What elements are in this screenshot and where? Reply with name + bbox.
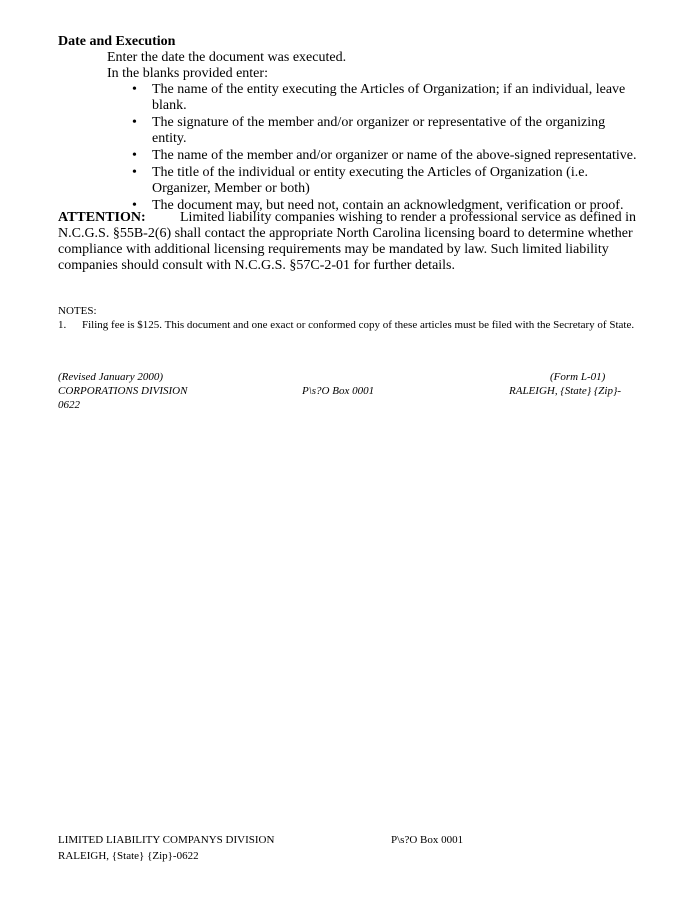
revised-date: (Revised January 2000) — [58, 371, 164, 383]
attention-text: Limited liability companies wishing to render a professional service as defined in N.C.G.S. §55B-2(6) shall contact the appropriate North Carolina licensing board to determine whether compliance with additional licensing requirements may be mandated by law. Such limited liability companies should consult with N.C.G.S. §57C-2-01 for further details. — [58, 210, 637, 273]
form-division: CORPORATIONS DIVISION — [58, 385, 188, 397]
list-item: • The document may, but need not, contain an acknowledgment, verification or proof. — [132, 198, 624, 213]
attention-paragraph — [58, 210, 638, 274]
bullet-icon: • — [132, 198, 137, 213]
form-city: RALEIGH, {State} {Zip}- — [509, 385, 622, 397]
footer-po-box: P\s?O Box 0001 — [391, 834, 464, 846]
attention-label: ATTENTION: — [58, 210, 146, 225]
notes-label: NOTES: — [58, 305, 97, 317]
note-number: 1. — [58, 319, 67, 331]
note-item — [58, 318, 638, 332]
form-po-box: P\s?O Box 0001 — [302, 385, 375, 397]
section-heading: Date and Execution — [58, 34, 176, 49]
list-item: • The name of the entity executing the Articles of Organization; if an individual, leave blank. — [132, 82, 626, 113]
footer-city: RALEIGH, {State} {Zip}-0622 — [58, 850, 199, 862]
list-item: • The name of the member and/or organizer or name of the above-signed representative. — [132, 148, 637, 163]
intro-line-blanks: In the blanks provided enter: — [107, 66, 268, 81]
intro-line-date: Enter the date the document was executed. — [107, 50, 347, 65]
form-number: (Form L-01) — [550, 371, 606, 383]
bullet-icon: • — [132, 82, 137, 97]
footer-division: LIMITED LIABILITY COMPANYS DIVISION — [58, 834, 275, 846]
form-zip-tail: 0622 — [58, 399, 80, 411]
note-text: Filing fee is $125. This document and one exact or conformed copy of these articles must be filed with the Secretary of State. — [82, 319, 635, 331]
bullet-icon: • — [132, 148, 137, 163]
list-item: • The title of the individual or entity executing the Articles of Organization (i.e. Organizer, Member or both) — [132, 165, 588, 196]
instruction-list — [128, 82, 638, 215]
bullet-icon: • — [132, 115, 137, 130]
bullet-icon: • — [132, 165, 137, 180]
list-item: • The signature of the member and/or organizer or representative of the organizing entity. — [132, 115, 606, 146]
